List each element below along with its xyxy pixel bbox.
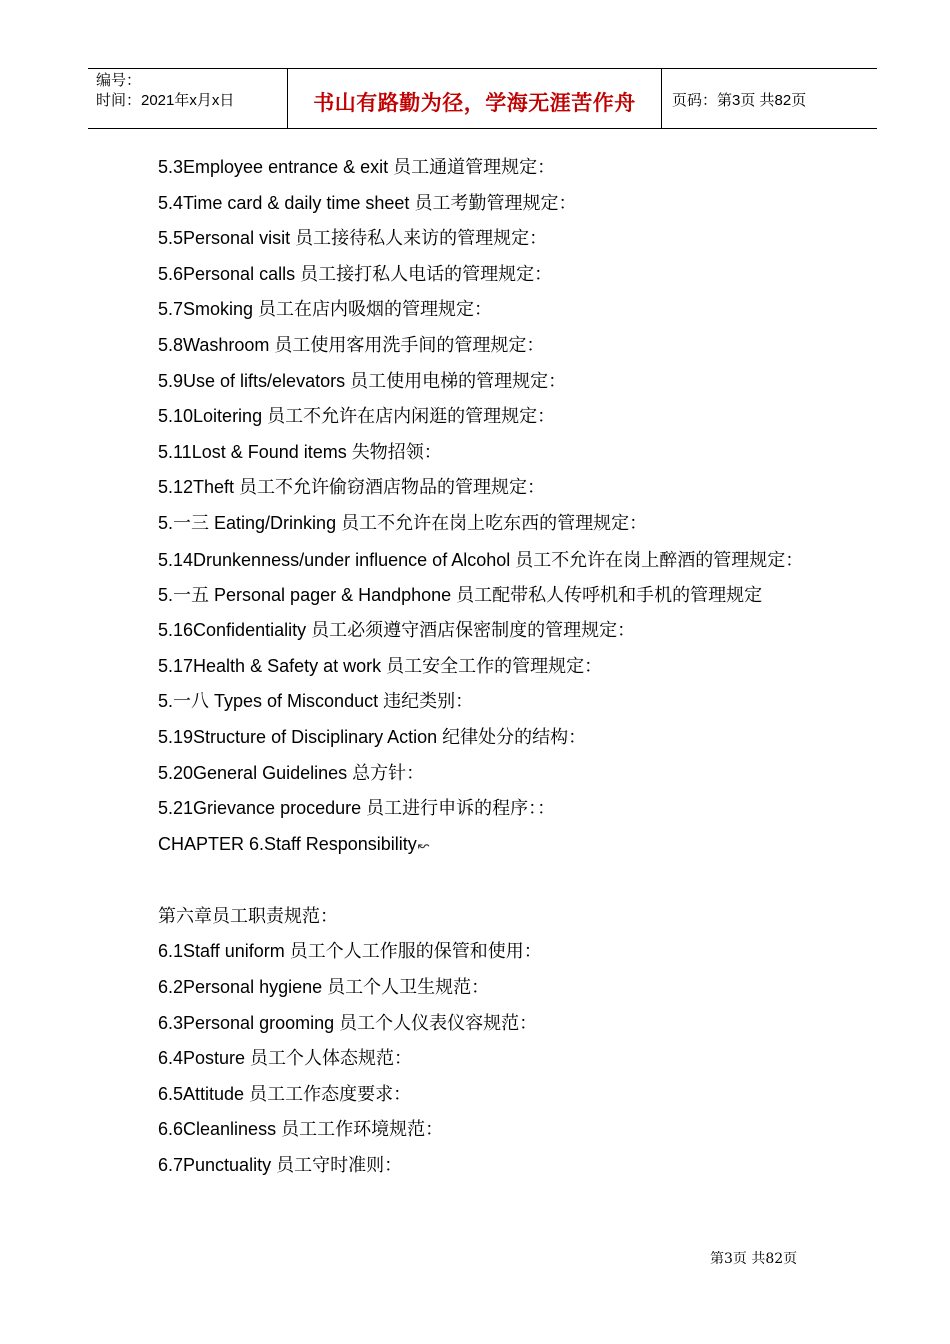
toc-line: 5.14Drunkenness/under influence of Alcohol 员工不允许在岗上醉酒的管理规定： [158,549,804,570]
toc-line: 6.6Cleanliness 员工工作环境规范： [158,1119,444,1140]
toc-line: 5.21Grievance procedure 员工进行申诉的程序：： [158,798,556,819]
toc-line: 6.2Personal hygiene 员工个人卫生规范： [158,977,490,998]
tab-mark-icon: ↜ [417,836,430,853]
toc-line: 6.1Staff uniform 员工个人工作服的保管和使用： [158,941,542,962]
toc-line: 5.19Structure of Disciplinary Action 纪律处分的结构： [158,726,587,747]
number-label: 编号： [96,72,142,89]
toc-line: 5.4Time card & daily time sheet 员工考勤管理规定： [158,192,577,213]
toc-line: 5.20General Guidelines 总方针： [158,762,425,783]
toc-line: 6.5Attitude 员工工作态度要求： [158,1083,412,1104]
toc-line: 5.一三 Eating/Drinking 员工不允许在岗上吃东西的管理规定： [158,512,648,533]
toc-line: 5.6Personal calls 员工接打私人电话的管理规定： [158,263,553,284]
toc-line: 5.一八 Types of Misconduct 违纪类别： [158,691,474,712]
toc-line: 6.3Personal grooming 员工个人仪表仪容规范： [158,1012,538,1033]
toc-line: 5.17Health & Safety at work 员工安全工作的管理规定： [158,655,603,676]
document-body [158,150,818,1184]
toc-line: 6.4Posture 员工个人体态规范： [158,1048,413,1069]
header-meta [88,69,288,128]
motto-text: 书山有路勤为径，学海无涯苦作舟 [313,91,636,115]
toc-line: 5.12Theft 员工不允许偷窃酒店物品的管理规定： [158,477,546,498]
toc-line: 5.16Confidentiality 员工必须遵守酒店保密制度的管理规定： [158,620,636,641]
toc-line: 5.8Washroom 员工使用客用洗手间的管理规定： [158,334,545,355]
toc-line: 5.7Smoking 员工在店内吸烟的管理规定： [158,299,493,320]
page-footer: 第3页 共82页 [710,1251,798,1267]
toc-line: 5.5Personal visit 员工接待私人来访的管理规定： [158,228,548,249]
toc-line: 5.11Lost & Found items 失物招领： [158,441,442,462]
toc-line: 5.10Loitering 员工不允许在店内闲逛的管理规定： [158,406,556,427]
blank-line [158,863,818,899]
chapter-title-cn: 第六章员工职责规范： [158,905,338,926]
toc-line: 5.3Employee entrance & exit 员工通道管理规定： [158,157,556,177]
header-motto [288,69,662,128]
time-label: 时间：2021年x月x日 [96,92,235,109]
toc-line: 6.7Punctuality 员工守时准则： [158,1155,403,1176]
toc-line: 5.一五 Personal pager & Handphone 员工配带私人传呼机和手机的管理规定 [158,584,763,605]
chapter-heading [158,827,818,864]
toc-line: 5.9Use of lifts/elevators 员工使用电梯的管理规定： [158,370,567,391]
page-header [88,68,877,129]
header-page-info: 页码：第3页 共82页 [672,92,807,109]
chapter-heading-text: CHAPTER 6.Staff Responsibility [158,833,417,854]
